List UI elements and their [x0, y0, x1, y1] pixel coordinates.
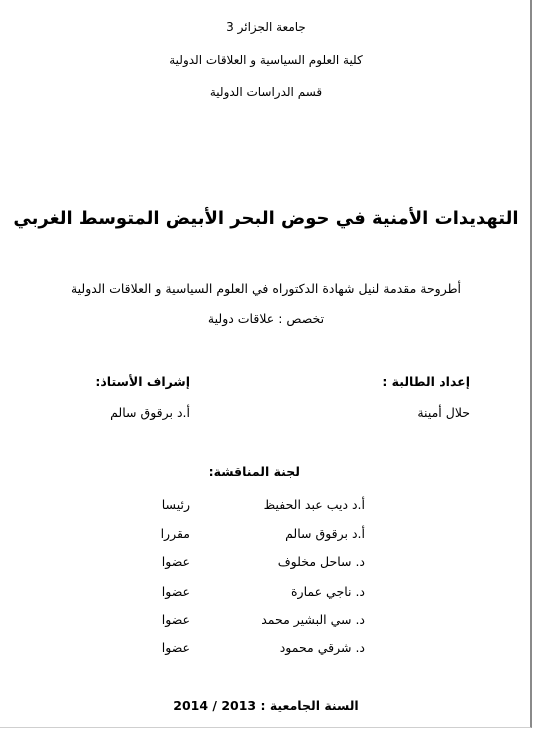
department-name: قسم الدراسات الدولية: [209, 85, 323, 99]
committee-member-role: عضوا: [161, 640, 190, 655]
thesis-title: التهديدات الأمنية في حوض البحر الأبيض المتوسط الغربي: [13, 208, 519, 229]
thesis-description: أطروحة مقدمة لنيل شهادة الدكتوراه في العلوم السياسية و العلاقات الدولية: [70, 281, 462, 296]
committee-member-role: مقررا: [160, 526, 190, 541]
committee-member-role: عضوا: [161, 554, 190, 569]
committee-member-name: د. ناجي عمارة: [291, 584, 365, 599]
student-label: إعداد الطالبة :: [382, 374, 470, 389]
committee-member-role: عضوا: [161, 612, 190, 627]
committee-member-name: أ.د برقوق سالم: [285, 526, 365, 541]
committee-member-name: د. سي البشير محمد: [261, 612, 365, 627]
university-name: جامعة الجزائر 3: [226, 20, 306, 34]
academic-year: السنة الجامعية : 2013 / 2014: [173, 698, 359, 713]
thesis-specialty: تخصص : علاقات دولية: [207, 311, 325, 326]
committee-label: لجنة المناقشة:: [208, 464, 300, 479]
committee-member-role: رئيسا: [161, 497, 190, 512]
faculty-name: كلية العلوم السياسية و العلاقات الدولية: [169, 53, 363, 67]
committee-member-name: د. ساحل مخلوف: [277, 554, 365, 569]
student-name: حلال أمينة: [417, 405, 470, 420]
committee-member-role: عضوا: [161, 584, 190, 599]
supervisor-name: أ.د برقوق سالم: [110, 405, 190, 420]
committee-member-name: أ.د ديب عبد الحفيظ: [263, 497, 365, 512]
supervisor-label: إشراف الأستاذ:: [95, 374, 190, 389]
committee-member-name: د. شرقي محمود: [279, 640, 365, 655]
